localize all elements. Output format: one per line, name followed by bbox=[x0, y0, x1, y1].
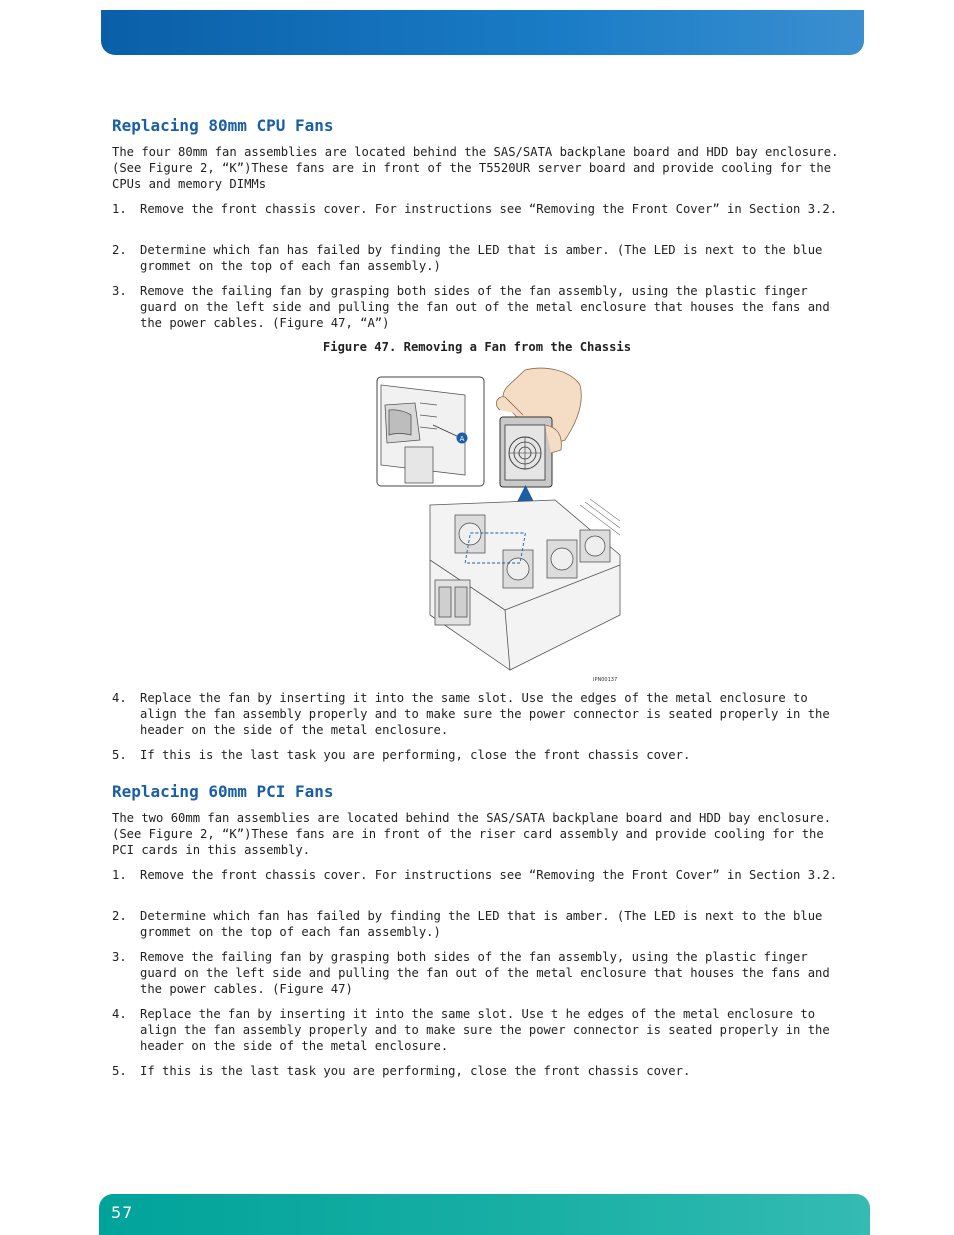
list-number: 4. bbox=[112, 1007, 127, 1021]
list-text: Replace the fan by inserting it into the same slot. Use t he edges of the metal enclosure to align the fan assembly properly and to make sure the power connector is seated properly in the header on the side of the metal enclosure. bbox=[140, 1007, 830, 1053]
list-number: 3. bbox=[112, 950, 127, 964]
figure-code: IPN00137 bbox=[593, 677, 618, 683]
list-text: Replace the fan by inserting it into the same slot. Use the edges of the metal enclosure to align the fan assembly properly and to make sure the power connector is seated properly in the header on the side of the metal enclosure. bbox=[140, 691, 830, 737]
hand-with-fan bbox=[496, 368, 581, 487]
section-title-pci-fans: Replacing 60mm PCI Fans bbox=[112, 782, 334, 801]
list-text: Determine which fan has failed by finding the LED that is amber. (The LED is next to the blue grommet on the top of each fan assembly.) bbox=[140, 909, 823, 939]
list-number: 1. bbox=[112, 202, 127, 216]
list-number: 1. bbox=[112, 868, 127, 882]
list-text: If this is the last task you are performing, close the front chassis cover. bbox=[140, 1064, 691, 1078]
section-title-cpu-fans: Replacing 80mm CPU Fans bbox=[112, 116, 334, 135]
list-number: 4. bbox=[112, 691, 127, 705]
header-bar bbox=[101, 10, 864, 55]
list-number: 5. bbox=[112, 1064, 127, 1078]
list-number: 3. bbox=[112, 284, 127, 298]
section-intro-cpu-fans: The four 80mm fan assemblies are located behind the SAS/SATA backplane board and HDD bay enclosure. (See Figure 2, “K”)These fans are in front of the T5520UR server board and provide cooling for the CPUs and memory DIMMs bbox=[112, 145, 839, 191]
footer-bar bbox=[99, 1194, 870, 1235]
section-intro-pci-fans: The two 60mm fan assemblies are located behind the SAS/SATA backplane board and HDD bay enclosure. (See Figure 2, “K”)These fans are in front of the riser card assembly and provide cooling for the PCI cards in this assembly. bbox=[112, 811, 832, 857]
list-number: 2. bbox=[112, 243, 127, 257]
list-number: 5. bbox=[112, 748, 127, 762]
page-number: 57 bbox=[111, 1203, 134, 1222]
list-text: Remove the front chassis cover. For instructions see “Removing the Front Cover” in Section 3.2. bbox=[140, 202, 838, 216]
list-number: 2. bbox=[112, 909, 127, 923]
list-text: Remove the failing fan by grasping both sides of the fan assembly, using the plastic finger guard on the left side and pulling the fan out of the metal enclosure that houses the fans and the power cables. (Figure 47, “A”) bbox=[140, 284, 830, 330]
list-text: Remove the failing fan by grasping both sides of the fan assembly, using the plastic finger guard on the left side and pulling the fan out of the metal enclosure that houses the fans and the power cables. (Figure 47) bbox=[140, 950, 830, 996]
list-text: Remove the front chassis cover. For instructions see “Removing the Front Cover” in Section 3.2. bbox=[140, 868, 838, 882]
fan-removal-illustration bbox=[375, 365, 625, 685]
figure-caption: Figure 47. Removing a Fan from the Chassis bbox=[322, 340, 632, 354]
callout-label: A bbox=[459, 435, 465, 443]
list-text: Determine which fan has failed by finding the LED that is amber. (The LED is next to the blue grommet on the top of each fan assembly.) bbox=[140, 243, 823, 273]
list-text: If this is the last task you are performing, close the front chassis cover. bbox=[140, 748, 691, 762]
